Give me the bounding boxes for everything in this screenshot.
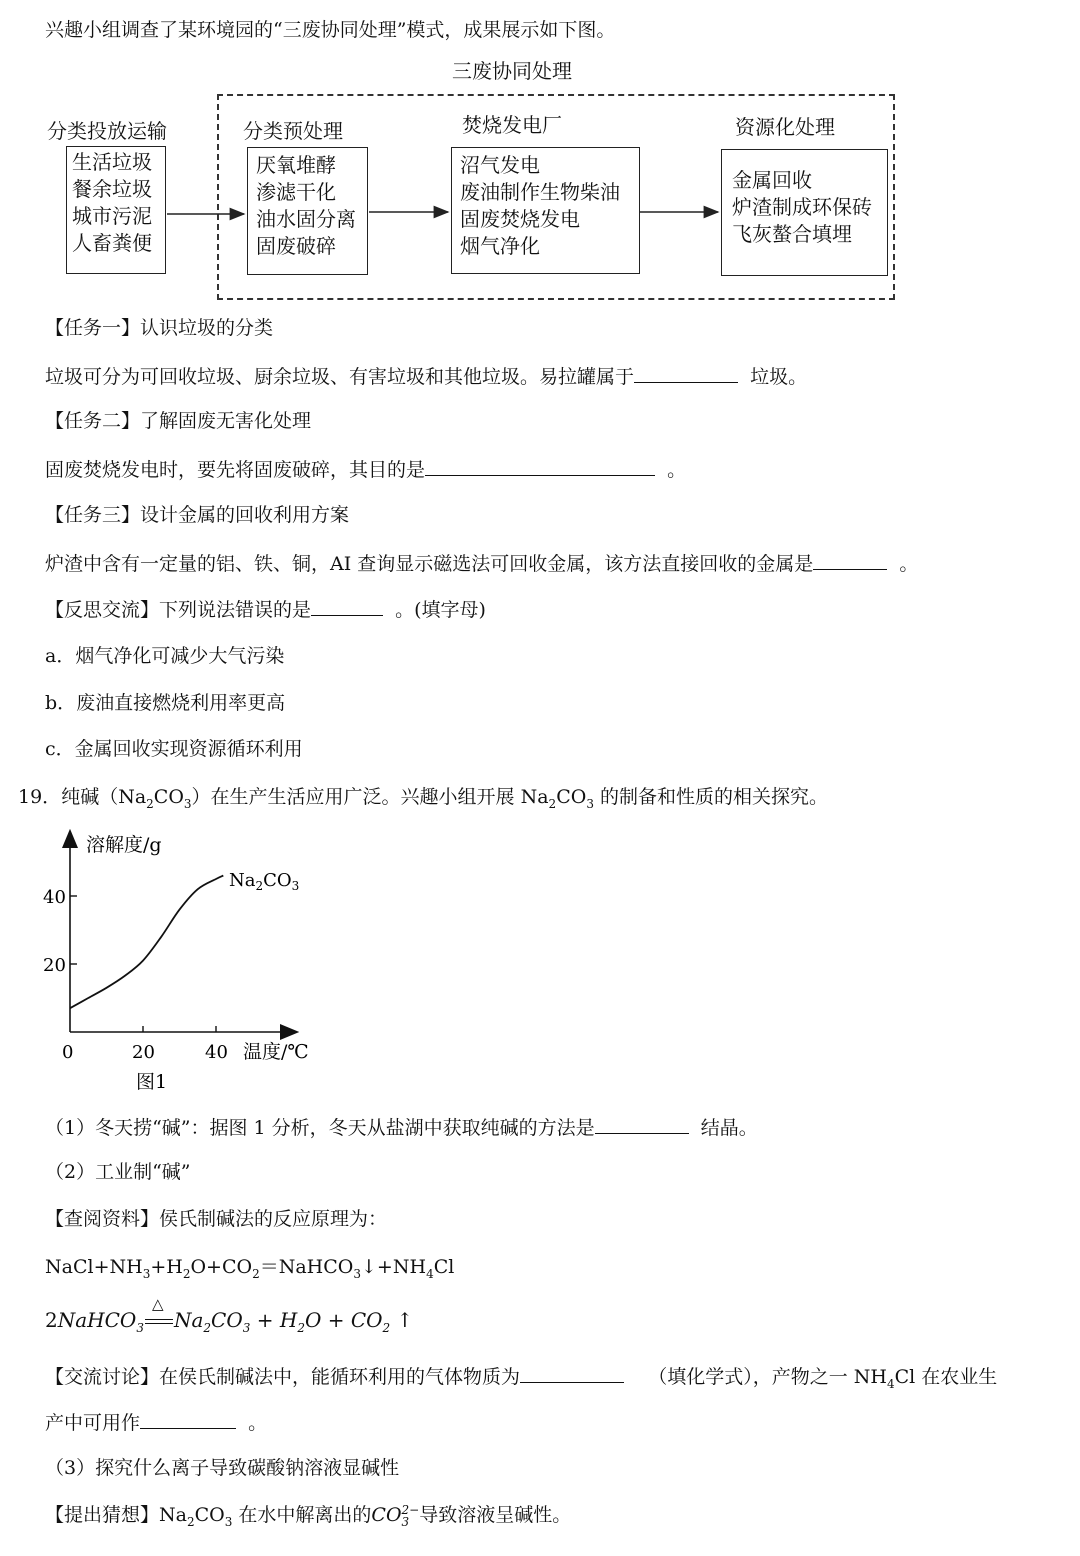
q19-sub: 3 [183,796,192,811]
q19-part: ）在生产生活应用广泛。兴趣小组开展 Na [191,786,549,808]
y-tick-label: 40 [43,887,66,908]
q19-sub: 3 [586,796,594,811]
equation-1 [45,1255,454,1286]
eq2-plus: + [250,1308,280,1332]
guess-mid: 在水中解离出的 [232,1504,372,1526]
task3-question [45,550,918,576]
stage3-label: 焚烧发电厂 [462,113,562,137]
x-tick-label: 0 [62,1042,74,1063]
task3-tail: 。 [899,553,919,575]
stage2-item: 厌氧堆酵 [256,153,336,177]
stage4-item: 炉渣制成环保砖 [732,195,872,219]
discuss-line1 [45,1363,997,1396]
task2-text: 固废焚烧发电时，要先将固废破碎，其目的是 [45,459,426,481]
eq2-part: H [279,1308,298,1332]
q19-part: 纯碱（Na [61,786,147,808]
eq1-part: +H [150,1256,183,1278]
ion-charge [402,1504,420,1528]
stage3-item: 固废焚烧发电 [460,207,580,231]
task2-tail: 。 [667,459,687,481]
sub1-blank[interactable] [595,1114,689,1134]
heat-symbol: △ [151,1295,164,1313]
stage2-item: 渗滤干化 [256,180,336,204]
guess-title: 【提出猜想】Na [45,1504,187,1526]
task1-question [45,363,807,389]
reflect-tail: 。(填字母) [395,599,486,621]
stage2-item: 油水固分离 [256,207,356,231]
discuss-sub: 4 [886,1376,895,1391]
sub2-text: （2）工业制“碱” [45,1161,191,1183]
stage2-label: 分类预处理 [243,119,343,143]
eq1-part: ＝NaHCO [259,1256,354,1278]
sub3-text: （3）探究什么离子导致碳酸钠溶液显碱性 [45,1457,400,1479]
task2-title: 【任务二】了解固废无害化处理 [45,410,312,432]
task2-question [45,456,686,482]
sub1-question [45,1114,758,1140]
series-line-na2co3 [70,876,223,1009]
stage3-item: 废油制作生物柴油 [460,180,620,204]
stage1-label: 分类投放运输 [47,119,167,143]
discuss-blank-2[interactable] [140,1409,236,1429]
stage4-item: 金属回收 [732,168,812,192]
reflect-title: 【反思交流】下列说法错误的是 [45,599,312,621]
reflect-question [45,596,486,622]
guess-line [45,1503,571,1534]
lookup-title: 【查阅资料】侯氏制碱法的反应原理为： [45,1208,388,1230]
eq2-arrow: ↑ [390,1308,414,1332]
q19-number: 19． [18,786,62,808]
discuss-mid2: Cl 在农业生 [894,1366,998,1388]
task1-text: 垃圾可分为可回收垃圾、厨余垃圾、有害垃圾和其他垃圾。易拉罐属于 [45,366,635,388]
series-label: $Na_2CO_3$ [229,870,300,893]
ion-symbol: CO [371,1504,402,1526]
q19-part: 的制备和性质的相关探究。 [593,786,828,808]
stage1-item: 生活垃圾 [72,150,152,174]
eq2-sub: 2 [382,1321,391,1335]
solubility-chart [0,820,340,1100]
stage4-item: 飞灰螯合填埋 [732,222,852,246]
eq2-plus: + [321,1308,351,1332]
eq1-sub: 3 [353,1266,362,1281]
discuss-line2 [45,1409,267,1435]
q19-part: CO [153,786,184,808]
eq1-part: ↓+NH [361,1256,427,1278]
intro-text: 兴趣小组调查了某环境园的“三废协同处理”模式，成果展示如下图。 [45,19,616,41]
eq2-part: O [304,1308,322,1332]
x-tick-label: 40 [205,1042,228,1063]
option-c: c．金属回收实现资源循环利用 [45,738,303,760]
q19-part: CO [556,786,587,808]
eq2-part: Na [173,1308,204,1332]
task1-title: 【任务一】认识垃圾的分类 [45,317,274,339]
discuss-title: 【交流讨论】在侯氏制碱法中，能循环利用的气体物质为 [45,1366,521,1388]
stage1-item: 城市污泥 [72,204,152,228]
eq2-sub: 3 [242,1321,251,1335]
eq2-part: 2 [45,1308,58,1332]
task3-title: 【任务三】设计金属的回收利用方案 [45,504,350,526]
guess-sub: 2 [186,1514,195,1529]
eq2-part: NaHCO [57,1308,137,1332]
stage3-item: 沼气发电 [460,153,540,177]
guess-sub: 3 [224,1514,233,1529]
eq1-sub: 4 [426,1266,434,1281]
discuss-blank-1[interactable] [520,1363,624,1383]
y-tick-label: 20 [43,955,66,976]
discuss-line2-text: 产中可用作 [45,1412,141,1434]
discuss-mid: （填化学式），产物之一 NH [648,1366,887,1388]
q19-text [18,785,828,816]
task1-blank[interactable] [634,363,738,383]
eq2-sub: 3 [136,1321,144,1335]
eq2-sub: 2 [203,1321,212,1335]
eq1-part: O+CO [190,1256,253,1278]
eq1-sub: 2 [252,1266,260,1281]
ion-sup: 2− [401,1503,420,1517]
eq1-sub: 3 [142,1266,151,1281]
y-axis-label: 溶解度/g [86,834,162,856]
stage4-label: 资源化处理 [735,115,835,139]
eq1-sub: 2 [182,1266,191,1281]
ion-sub: 3 [401,1515,410,1529]
discuss-tail: 。 [248,1412,268,1434]
equation-2 [45,1295,414,1348]
option-b: b．废油直接燃烧利用率更高 [45,692,286,714]
guess-part: CO [194,1504,225,1526]
task3-text: 炉渣中含有一定量的铝、铁、铜，AI 查询显示磁选法可回收金属，该方法直接回收的金属是 [45,553,814,575]
stage1-item: 人畜粪便 [72,231,152,255]
stage3-item: 烟气净化 [460,234,540,258]
eq2-condition [144,1295,174,1340]
task2-blank[interactable] [425,456,655,476]
sub1-text: （1）冬天捞“碱”：据图 1 分析，冬天从盐湖中获取纯碱的方法是 [45,1117,595,1139]
q19-sub: 2 [146,796,154,811]
guess-tail: 导致溶液呈碱性。 [419,1504,572,1526]
option-a: a．烟气净化可减少大气污染 [45,645,285,667]
task1-tail: 垃圾。 [750,366,808,388]
stage2-item: 固废破碎 [256,234,336,258]
sub1-tail: 结晶。 [700,1117,758,1139]
x-axis-label: 温度/℃ [243,1041,309,1063]
diagram-arrows [0,0,1080,320]
reflect-blank[interactable] [311,596,383,616]
eq1-part: Cl [433,1256,455,1278]
eq1-part: NaCl+NH [45,1256,143,1278]
diagram-title: 三废协同处理 [452,59,572,83]
eq2-part: CO [211,1308,243,1332]
task3-blank[interactable] [813,550,887,570]
eq2-sub: 2 [297,1321,305,1335]
eq2-part: CO [350,1308,383,1332]
q19-sub: 2 [548,796,557,811]
x-tick-label: 20 [132,1042,155,1063]
stage1-item: 餐余垃圾 [72,177,152,201]
chart-caption: 图1 [136,1071,168,1093]
